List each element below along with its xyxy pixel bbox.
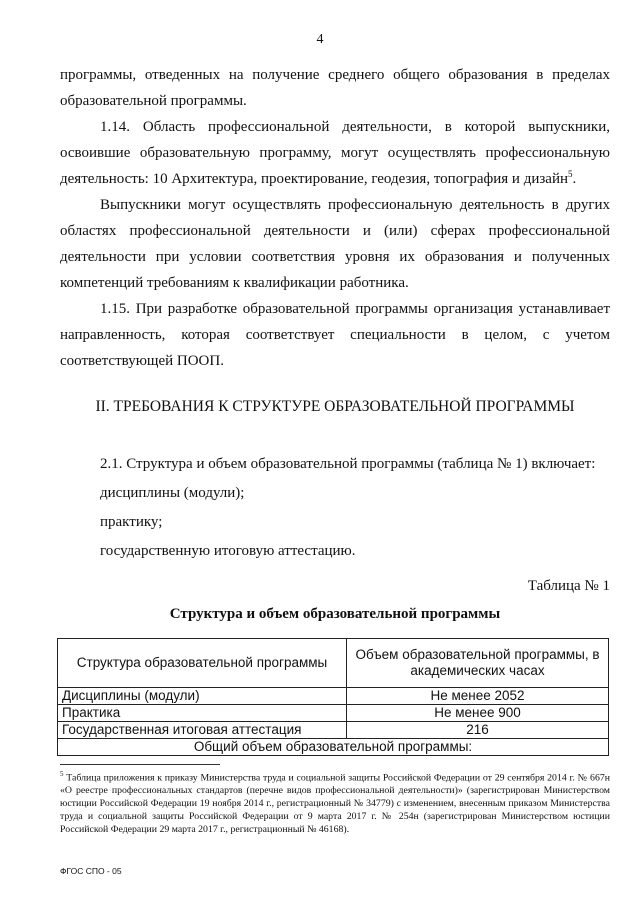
paragraph-body: 1.14. Область профессиональной деятельности, в которой выпускники, освоившие образовательную программу, могут осуществлять профессиональную деятельность: 10 Архитектура, проектирование, геодезия, топография и дизайн xyxy=(60,119,610,187)
paragraph-end: . xyxy=(572,171,577,187)
table-row xyxy=(58,688,609,705)
paragraph-text xyxy=(60,114,610,192)
table-cell: 216 xyxy=(347,722,609,739)
table-total-row xyxy=(58,739,609,756)
table-header-row xyxy=(58,639,609,688)
table-caption: Структура и объем образовательной программы xyxy=(169,606,501,622)
table-cell: Не менее 900 xyxy=(347,705,609,722)
table-row xyxy=(58,705,609,722)
footnote-text: Таблица приложения к приказу Министерства труда и социальной защиты Российской Федерации от 29 сентября 2014 г. № 667н «О реестре профессиональных стандартов (перечне видов профессиональной деятельности)» (зарегистрирован Министерством юстиции Российской Федерации 19 ноября 2014 г., регистрационный № 34779) с изменением, внесенным приказом Министерства труда и социальной защиты Российской Федерации от 9 марта 2017 г. № 254н (зарегистрирован Министерством юстиции Российской Федерации 29 марта 2017 г., регистрационный № 46168). xyxy=(60,772,610,836)
table-cell: Не менее 2052 xyxy=(347,688,609,705)
table-label: Таблица № 1 xyxy=(527,578,610,594)
section-title: II. ТРЕБОВАНИЯ К СТРУКТУРЕ ОБРАЗОВАТЕЛЬНОЙ ПРОГРАММЫ xyxy=(95,398,575,415)
footnote xyxy=(60,768,610,836)
list-item: государственную итоговую аттестацию. xyxy=(100,543,356,559)
footnote-mark: 5 xyxy=(60,770,64,778)
table-total-cell: Общий объем образовательной программы: xyxy=(58,739,609,756)
paragraph-text: программы, отведенных на получение среднего общего образования в пределах образовательной программы. xyxy=(60,67,610,109)
table-cell: Практика xyxy=(58,705,347,722)
table-cell: Государственная итоговая аттестация xyxy=(58,722,347,739)
document-code: ФГОС СПО - 05 xyxy=(60,866,122,876)
table-header-cell: Структура образовательной программы xyxy=(58,639,347,688)
structure-list xyxy=(100,450,610,566)
paragraph-1-14 xyxy=(60,114,610,192)
paragraph-graduates xyxy=(60,192,610,296)
table-row xyxy=(58,722,609,739)
footnote-divider xyxy=(60,764,220,765)
page-number: 4 xyxy=(316,32,324,47)
list-intro: 2.1. Структура и объем образовательной программы (таблица № 1) включает: xyxy=(100,456,596,472)
table-cell: Дисциплины (модули) xyxy=(58,688,347,705)
list-item: дисциплины (модули); xyxy=(100,485,245,501)
table-header-cell: Объем образовательной программы, в академических часах xyxy=(347,639,609,688)
paragraph-1-15 xyxy=(60,296,610,374)
paragraph-text: Выпускники могут осуществлять профессиональную деятельность в других областях профессиональной деятельности и (или) сферах профессиональной деятельности при условии соответствия уровня их образования и полученных компетенций требованиям к квалификации работника. xyxy=(60,197,610,291)
footnote-reference[interactable]: 5 xyxy=(568,169,573,179)
structure-table xyxy=(57,638,609,756)
paragraph-text: 1.15. При разработке образовательной программы организация устанавливает направленность, которая соответствует специальности в целом, с учетом соответствующей ПООП. xyxy=(60,301,610,369)
list-item: практику; xyxy=(100,514,163,530)
paragraph-continuation xyxy=(60,62,610,114)
